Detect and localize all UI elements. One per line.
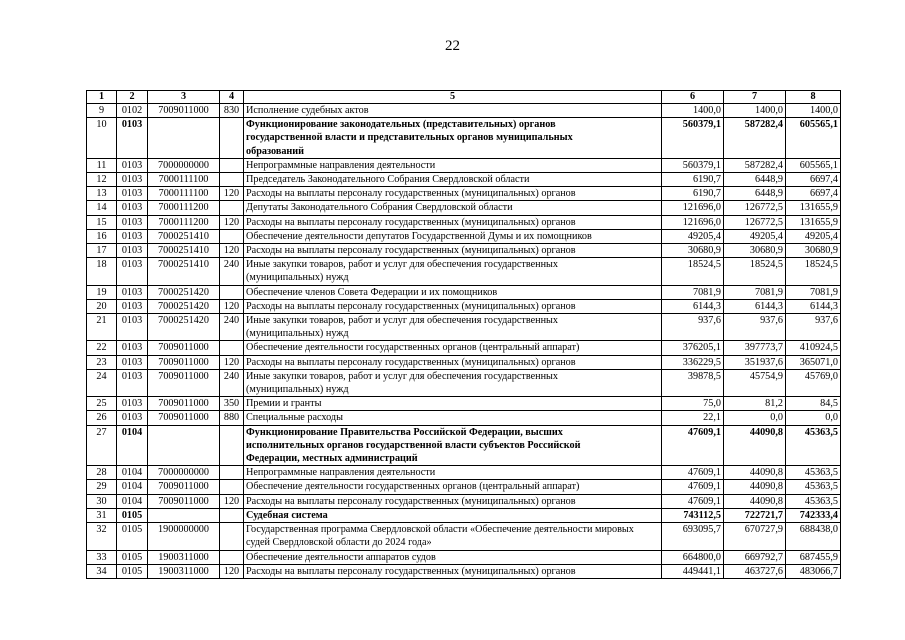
amount-year1-cell: 47609,1	[662, 480, 724, 494]
item-name-cell	[244, 466, 662, 480]
expense-type-code-cell: 240	[220, 369, 244, 396]
target-article-code-cell: 7000000000	[148, 466, 220, 480]
row-number-cell: 18	[87, 258, 117, 285]
target-article-code-cell: 7009011000	[148, 355, 220, 369]
expense-type-code-cell: 120	[220, 299, 244, 313]
expense-type-code-cell: 830	[220, 104, 244, 118]
section-code-cell: 0103	[117, 355, 148, 369]
row-number-cell: 24	[87, 369, 117, 396]
item-name-line: (муниципальных) нужд	[246, 328, 349, 340]
section-code-cell: 0103	[117, 314, 148, 341]
table-row	[87, 480, 841, 494]
item-name-line: Расходы на выплаты персоналу государственных (муниципальных) органов	[246, 495, 576, 507]
amount-year3-cell: 1400,0	[786, 104, 841, 118]
amount-year1-cell: 560379,1	[662, 118, 724, 159]
item-name-cell	[244, 341, 662, 355]
amount-year1-cell: 449441,1	[662, 564, 724, 578]
amount-year1-cell: 22,1	[662, 411, 724, 425]
target-article-code-cell: 7009011000	[148, 397, 220, 411]
target-article-code-cell: 7009011000	[148, 411, 220, 425]
amount-year3-cell: 365071,0	[786, 355, 841, 369]
item-name-line: Расходы на выплаты персоналу государственных (муниципальных) органов	[246, 245, 576, 257]
amount-year2-cell: 18524,5	[724, 258, 786, 285]
item-name-cell	[244, 480, 662, 494]
expense-type-code-cell	[220, 480, 244, 494]
table-header-row	[87, 91, 841, 104]
expense-type-code-cell	[220, 466, 244, 480]
item-name-line: Специальные расходы	[246, 412, 343, 424]
item-name-cell	[244, 229, 662, 243]
section-code-cell: 0104	[117, 494, 148, 508]
table-row	[87, 397, 841, 411]
section-code-cell: 0103	[117, 397, 148, 411]
section-code-cell: 0103	[117, 244, 148, 258]
item-name-cell	[244, 104, 662, 118]
amount-year2-cell: 6448,9	[724, 173, 786, 187]
table-row	[87, 550, 841, 564]
row-number-cell: 30	[87, 494, 117, 508]
section-code-cell: 0103	[117, 187, 148, 201]
amount-year1-cell: 7081,9	[662, 285, 724, 299]
amount-year2-cell: 49205,4	[724, 229, 786, 243]
amount-year1-cell: 693095,7	[662, 523, 724, 550]
section-code-cell: 0103	[117, 173, 148, 187]
table-row	[87, 118, 841, 159]
row-number-cell: 31	[87, 508, 117, 522]
item-name-cell	[244, 244, 662, 258]
amount-year2-cell: 0,0	[724, 411, 786, 425]
target-article-code-cell: 7000251420	[148, 285, 220, 299]
item-name-cell	[244, 158, 662, 172]
section-code-cell: 0103	[117, 229, 148, 243]
amount-year2-cell: 587282,4	[724, 158, 786, 172]
section-code-cell: 0103	[117, 215, 148, 229]
amount-year2-cell: 44090,8	[724, 480, 786, 494]
row-number-cell: 13	[87, 187, 117, 201]
amount-year2-cell: 7081,9	[724, 285, 786, 299]
table-row	[87, 299, 841, 313]
item-name-cell	[244, 411, 662, 425]
section-code-cell: 0103	[117, 285, 148, 299]
expense-type-code-cell	[220, 201, 244, 215]
row-number-cell: 9	[87, 104, 117, 118]
expense-type-code-cell	[220, 285, 244, 299]
item-name-line: Иные закупки товаров, работ и услуг для обеспечения государственных	[246, 315, 558, 327]
amount-year3-cell: 45363,5	[786, 466, 841, 480]
item-name-line: Обеспечение деятельности государственных органов (центральный аппарат)	[246, 342, 580, 354]
amount-year3-cell: 7081,9	[786, 285, 841, 299]
section-code-cell: 0104	[117, 466, 148, 480]
item-name-cell	[244, 187, 662, 201]
amount-year2-cell: 6448,9	[724, 187, 786, 201]
item-name-cell	[244, 173, 662, 187]
item-name-line: Непрограммные направления деятельности	[246, 467, 436, 479]
row-number-cell: 21	[87, 314, 117, 341]
table-row	[87, 466, 841, 480]
target-article-code-cell: 7000111200	[148, 215, 220, 229]
budget-table	[86, 90, 841, 579]
amount-year3-cell: 0,0	[786, 411, 841, 425]
expense-type-code-cell	[220, 173, 244, 187]
amount-year1-cell: 75,0	[662, 397, 724, 411]
item-name-cell	[244, 258, 662, 285]
item-name-line: Судебная система	[246, 509, 328, 521]
table-row	[87, 187, 841, 201]
header-cell: 5	[244, 91, 662, 104]
item-name-line: Государственная программа Свердловской области «Обеспечение деятельности мировых	[246, 524, 634, 536]
section-code-cell: 0103	[117, 411, 148, 425]
table-row	[87, 564, 841, 578]
amount-year1-cell: 49205,4	[662, 229, 724, 243]
item-name-line: Иные закупки товаров, работ и услуг для обеспечения государственных	[246, 259, 558, 271]
table-row	[87, 425, 841, 466]
target-article-code-cell: 7009011000	[148, 480, 220, 494]
amount-year2-cell: 397773,7	[724, 341, 786, 355]
amount-year2-cell: 81,2	[724, 397, 786, 411]
expense-type-code-cell: 350	[220, 397, 244, 411]
row-number-cell: 28	[87, 466, 117, 480]
amount-year1-cell: 1400,0	[662, 104, 724, 118]
target-article-code-cell: 7000111100	[148, 173, 220, 187]
amount-year3-cell: 45363,5	[786, 494, 841, 508]
table-row	[87, 523, 841, 550]
row-number-cell: 33	[87, 550, 117, 564]
header-cell: 7	[724, 91, 786, 104]
expense-type-code-cell	[220, 550, 244, 564]
target-article-code-cell: 7000111200	[148, 201, 220, 215]
header-cell: 8	[786, 91, 841, 104]
table-row	[87, 285, 841, 299]
expense-type-code-cell: 120	[220, 187, 244, 201]
target-article-code-cell: 7000251410	[148, 229, 220, 243]
amount-year2-cell: 669792,7	[724, 550, 786, 564]
amount-year2-cell: 587282,4	[724, 118, 786, 159]
item-name-cell	[244, 425, 662, 466]
target-article-code-cell	[148, 118, 220, 159]
amount-year2-cell: 44090,8	[724, 494, 786, 508]
section-code-cell: 0103	[117, 299, 148, 313]
item-name-line: Расходы на выплаты персоналу государственных (муниципальных) органов	[246, 300, 576, 312]
amount-year3-cell: 45363,5	[786, 480, 841, 494]
row-number-cell: 32	[87, 523, 117, 550]
expense-type-code-cell: 120	[220, 564, 244, 578]
item-name-line: Иные закупки товаров, работ и услуг для обеспечения государственных	[246, 370, 558, 382]
row-number-cell: 22	[87, 341, 117, 355]
item-name-cell	[244, 550, 662, 564]
amount-year3-cell: 45363,5	[786, 425, 841, 466]
row-number-cell: 34	[87, 564, 117, 578]
amount-year2-cell: 670727,9	[724, 523, 786, 550]
amount-year1-cell: 6190,7	[662, 173, 724, 187]
amount-year1-cell: 6190,7	[662, 187, 724, 201]
expense-type-code-cell: 880	[220, 411, 244, 425]
section-code-cell: 0103	[117, 369, 148, 396]
item-name-cell	[244, 215, 662, 229]
section-code-cell: 0103	[117, 201, 148, 215]
expense-type-code-cell	[220, 508, 244, 522]
amount-year3-cell: 6697,4	[786, 187, 841, 201]
header-cell: 3	[148, 91, 220, 104]
target-article-code-cell: 7009011000	[148, 104, 220, 118]
amount-year3-cell: 410924,5	[786, 341, 841, 355]
table-row	[87, 341, 841, 355]
item-name-cell	[244, 564, 662, 578]
item-name-cell	[244, 355, 662, 369]
section-code-cell: 0104	[117, 480, 148, 494]
amount-year1-cell: 18524,5	[662, 258, 724, 285]
amount-year1-cell: 47609,1	[662, 425, 724, 466]
item-name-line: Исполнение судебных актов	[246, 105, 369, 116]
item-name-line: Непрограммные направления деятельности	[246, 159, 436, 171]
item-name-cell	[244, 369, 662, 396]
item-name-line: государственной власти и представительных органов муниципальных	[246, 132, 573, 144]
amount-year2-cell: 351937,6	[724, 355, 786, 369]
table-row	[87, 215, 841, 229]
expense-type-code-cell: 120	[220, 215, 244, 229]
item-name-cell	[244, 523, 662, 550]
amount-year3-cell: 687455,9	[786, 550, 841, 564]
amount-year2-cell: 126772,5	[724, 215, 786, 229]
target-article-code-cell: 7000251410	[148, 244, 220, 258]
row-number-cell: 25	[87, 397, 117, 411]
table-row	[87, 201, 841, 215]
item-name-cell	[244, 314, 662, 341]
amount-year1-cell: 30680,9	[662, 244, 724, 258]
target-article-code-cell: 1900311000	[148, 550, 220, 564]
row-number-cell: 11	[87, 158, 117, 172]
item-name-line: образований	[246, 145, 305, 157]
amount-year1-cell: 121696,0	[662, 215, 724, 229]
row-number-cell: 17	[87, 244, 117, 258]
amount-year3-cell: 6697,4	[786, 173, 841, 187]
item-name-cell	[244, 299, 662, 313]
table-row	[87, 314, 841, 341]
target-article-code-cell	[148, 425, 220, 466]
table-row	[87, 508, 841, 522]
table-row	[87, 104, 841, 118]
row-number-cell: 23	[87, 355, 117, 369]
target-article-code-cell: 7009011000	[148, 341, 220, 355]
amount-year3-cell: 131655,9	[786, 215, 841, 229]
row-number-cell: 19	[87, 285, 117, 299]
amount-year2-cell: 45754,9	[724, 369, 786, 396]
target-article-code-cell: 7009011000	[148, 369, 220, 396]
table-row	[87, 494, 841, 508]
target-article-code-cell: 7000251410	[148, 258, 220, 285]
item-name-cell	[244, 285, 662, 299]
amount-year1-cell: 376205,1	[662, 341, 724, 355]
item-name-line: Федерации, местных администраций	[246, 453, 418, 465]
amount-year3-cell: 6144,3	[786, 299, 841, 313]
amount-year3-cell: 18524,5	[786, 258, 841, 285]
item-name-line: Обеспечение деятельности государственных органов (центральный аппарат)	[246, 481, 580, 493]
amount-year1-cell: 664800,0	[662, 550, 724, 564]
table-row	[87, 173, 841, 187]
row-number-cell: 27	[87, 425, 117, 466]
row-number-cell: 16	[87, 229, 117, 243]
section-code-cell: 0104	[117, 425, 148, 466]
target-article-code-cell: 7009011000	[148, 494, 220, 508]
amount-year3-cell: 937,6	[786, 314, 841, 341]
item-name-line: (муниципальных) нужд	[246, 272, 349, 284]
section-code-cell: 0103	[117, 258, 148, 285]
item-name-cell	[244, 494, 662, 508]
table-row	[87, 411, 841, 425]
expense-type-code-cell: 120	[220, 355, 244, 369]
row-number-cell: 10	[87, 118, 117, 159]
amount-year2-cell: 30680,9	[724, 244, 786, 258]
expense-type-code-cell: 120	[220, 244, 244, 258]
section-code-cell: 0105	[117, 564, 148, 578]
row-number-cell: 26	[87, 411, 117, 425]
target-article-code-cell: 1900000000	[148, 523, 220, 550]
item-name-line: Обеспечение деятельности аппаратов судов	[246, 551, 436, 563]
amount-year2-cell: 6144,3	[724, 299, 786, 313]
expense-type-code-cell	[220, 158, 244, 172]
table-row	[87, 258, 841, 285]
amount-year2-cell: 44090,8	[724, 466, 786, 480]
item-name-cell	[244, 201, 662, 215]
amount-year3-cell: 483066,7	[786, 564, 841, 578]
amount-year1-cell: 743112,5	[662, 508, 724, 522]
section-code-cell: 0102	[117, 104, 148, 118]
target-article-code-cell: 1900311000	[148, 564, 220, 578]
table-row	[87, 244, 841, 258]
item-name-line: Председатель Законодательного Собрания Свердловской области	[246, 174, 530, 186]
section-code-cell: 0103	[117, 341, 148, 355]
amount-year1-cell: 560379,1	[662, 158, 724, 172]
amount-year2-cell: 44090,8	[724, 425, 786, 466]
amount-year1-cell: 937,6	[662, 314, 724, 341]
row-number-cell: 12	[87, 173, 117, 187]
amount-year1-cell: 39878,5	[662, 369, 724, 396]
expense-type-code-cell: 240	[220, 314, 244, 341]
header-cell: 2	[117, 91, 148, 104]
table-row	[87, 229, 841, 243]
amount-year3-cell: 30680,9	[786, 244, 841, 258]
expense-type-code-cell	[220, 118, 244, 159]
target-article-code-cell: 7000251420	[148, 314, 220, 341]
header-cell: 6	[662, 91, 724, 104]
amount-year3-cell: 742333,4	[786, 508, 841, 522]
amount-year1-cell: 121696,0	[662, 201, 724, 215]
row-number-cell: 29	[87, 480, 117, 494]
table-row	[87, 158, 841, 172]
item-name-line: исполнительных органов государственной власти субъектов Российской	[246, 439, 581, 451]
section-code-cell: 0103	[117, 118, 148, 159]
amount-year2-cell: 463727,6	[724, 564, 786, 578]
amount-year2-cell: 1400,0	[724, 104, 786, 118]
amount-year3-cell: 49205,4	[786, 229, 841, 243]
item-name-line: Расходы на выплаты персоналу государственных (муниципальных) органов	[246, 216, 576, 228]
amount-year1-cell: 47609,1	[662, 466, 724, 480]
header-cell: 4	[220, 91, 244, 104]
item-name-line: Премии и гранты	[246, 398, 322, 410]
section-code-cell: 0105	[117, 550, 148, 564]
item-name-line: Обеспечение членов Совета Федерации и их помощников	[246, 286, 498, 298]
amount-year2-cell: 937,6	[724, 314, 786, 341]
amount-year1-cell: 47609,1	[662, 494, 724, 508]
item-name-line: Расходы на выплаты персоналу государственных (муниципальных) органов	[246, 565, 576, 577]
row-number-cell: 15	[87, 215, 117, 229]
amount-year1-cell: 6144,3	[662, 299, 724, 313]
amount-year2-cell: 722721,7	[724, 508, 786, 522]
expense-type-code-cell	[220, 523, 244, 550]
table-row	[87, 369, 841, 396]
item-name-line: судей Свердловской области до 2024 года»	[246, 537, 432, 549]
item-name-line: (муниципальных) нужд	[246, 384, 349, 396]
section-code-cell: 0105	[117, 508, 148, 522]
target-article-code-cell: 7000251420	[148, 299, 220, 313]
item-name-cell	[244, 397, 662, 411]
item-name-line: Расходы на выплаты персоналу государственных (муниципальных) органов	[246, 356, 576, 368]
expense-type-code-cell	[220, 341, 244, 355]
amount-year3-cell: 84,5	[786, 397, 841, 411]
target-article-code-cell: 7000000000	[148, 158, 220, 172]
amount-year3-cell: 605565,1	[786, 118, 841, 159]
item-name-line: Функционирование Правительства Российской Федерации, высших	[246, 426, 563, 438]
expense-type-code-cell: 240	[220, 258, 244, 285]
item-name-line: Обеспечение деятельности депутатов Государственной Думы и их помощников	[246, 230, 592, 242]
amount-year3-cell: 688438,0	[786, 523, 841, 550]
table-body	[87, 104, 841, 579]
row-number-cell: 20	[87, 299, 117, 313]
expense-type-code-cell: 120	[220, 494, 244, 508]
target-article-code-cell: 7000111100	[148, 187, 220, 201]
section-code-cell: 0103	[117, 158, 148, 172]
section-code-cell: 0105	[117, 523, 148, 550]
expense-type-code-cell	[220, 425, 244, 466]
row-number-cell: 14	[87, 201, 117, 215]
target-article-code-cell	[148, 508, 220, 522]
amount-year3-cell: 605565,1	[786, 158, 841, 172]
expense-type-code-cell	[220, 229, 244, 243]
amount-year1-cell: 336229,5	[662, 355, 724, 369]
amount-year2-cell: 126772,5	[724, 201, 786, 215]
item-name-line: Функционирование законодательных (представительных) органов	[246, 119, 556, 131]
header-cell: 1	[87, 91, 117, 104]
table-row	[87, 355, 841, 369]
item-name-cell	[244, 508, 662, 522]
amount-year3-cell: 131655,9	[786, 201, 841, 215]
amount-year3-cell: 45769,0	[786, 369, 841, 396]
item-name-cell	[244, 118, 662, 159]
item-name-line: Расходы на выплаты персоналу государственных (муниципальных) органов	[246, 188, 576, 200]
item-name-line: Депутаты Законодательного Собрания Свердловской области	[246, 202, 513, 214]
page-number: 22	[445, 38, 460, 54]
